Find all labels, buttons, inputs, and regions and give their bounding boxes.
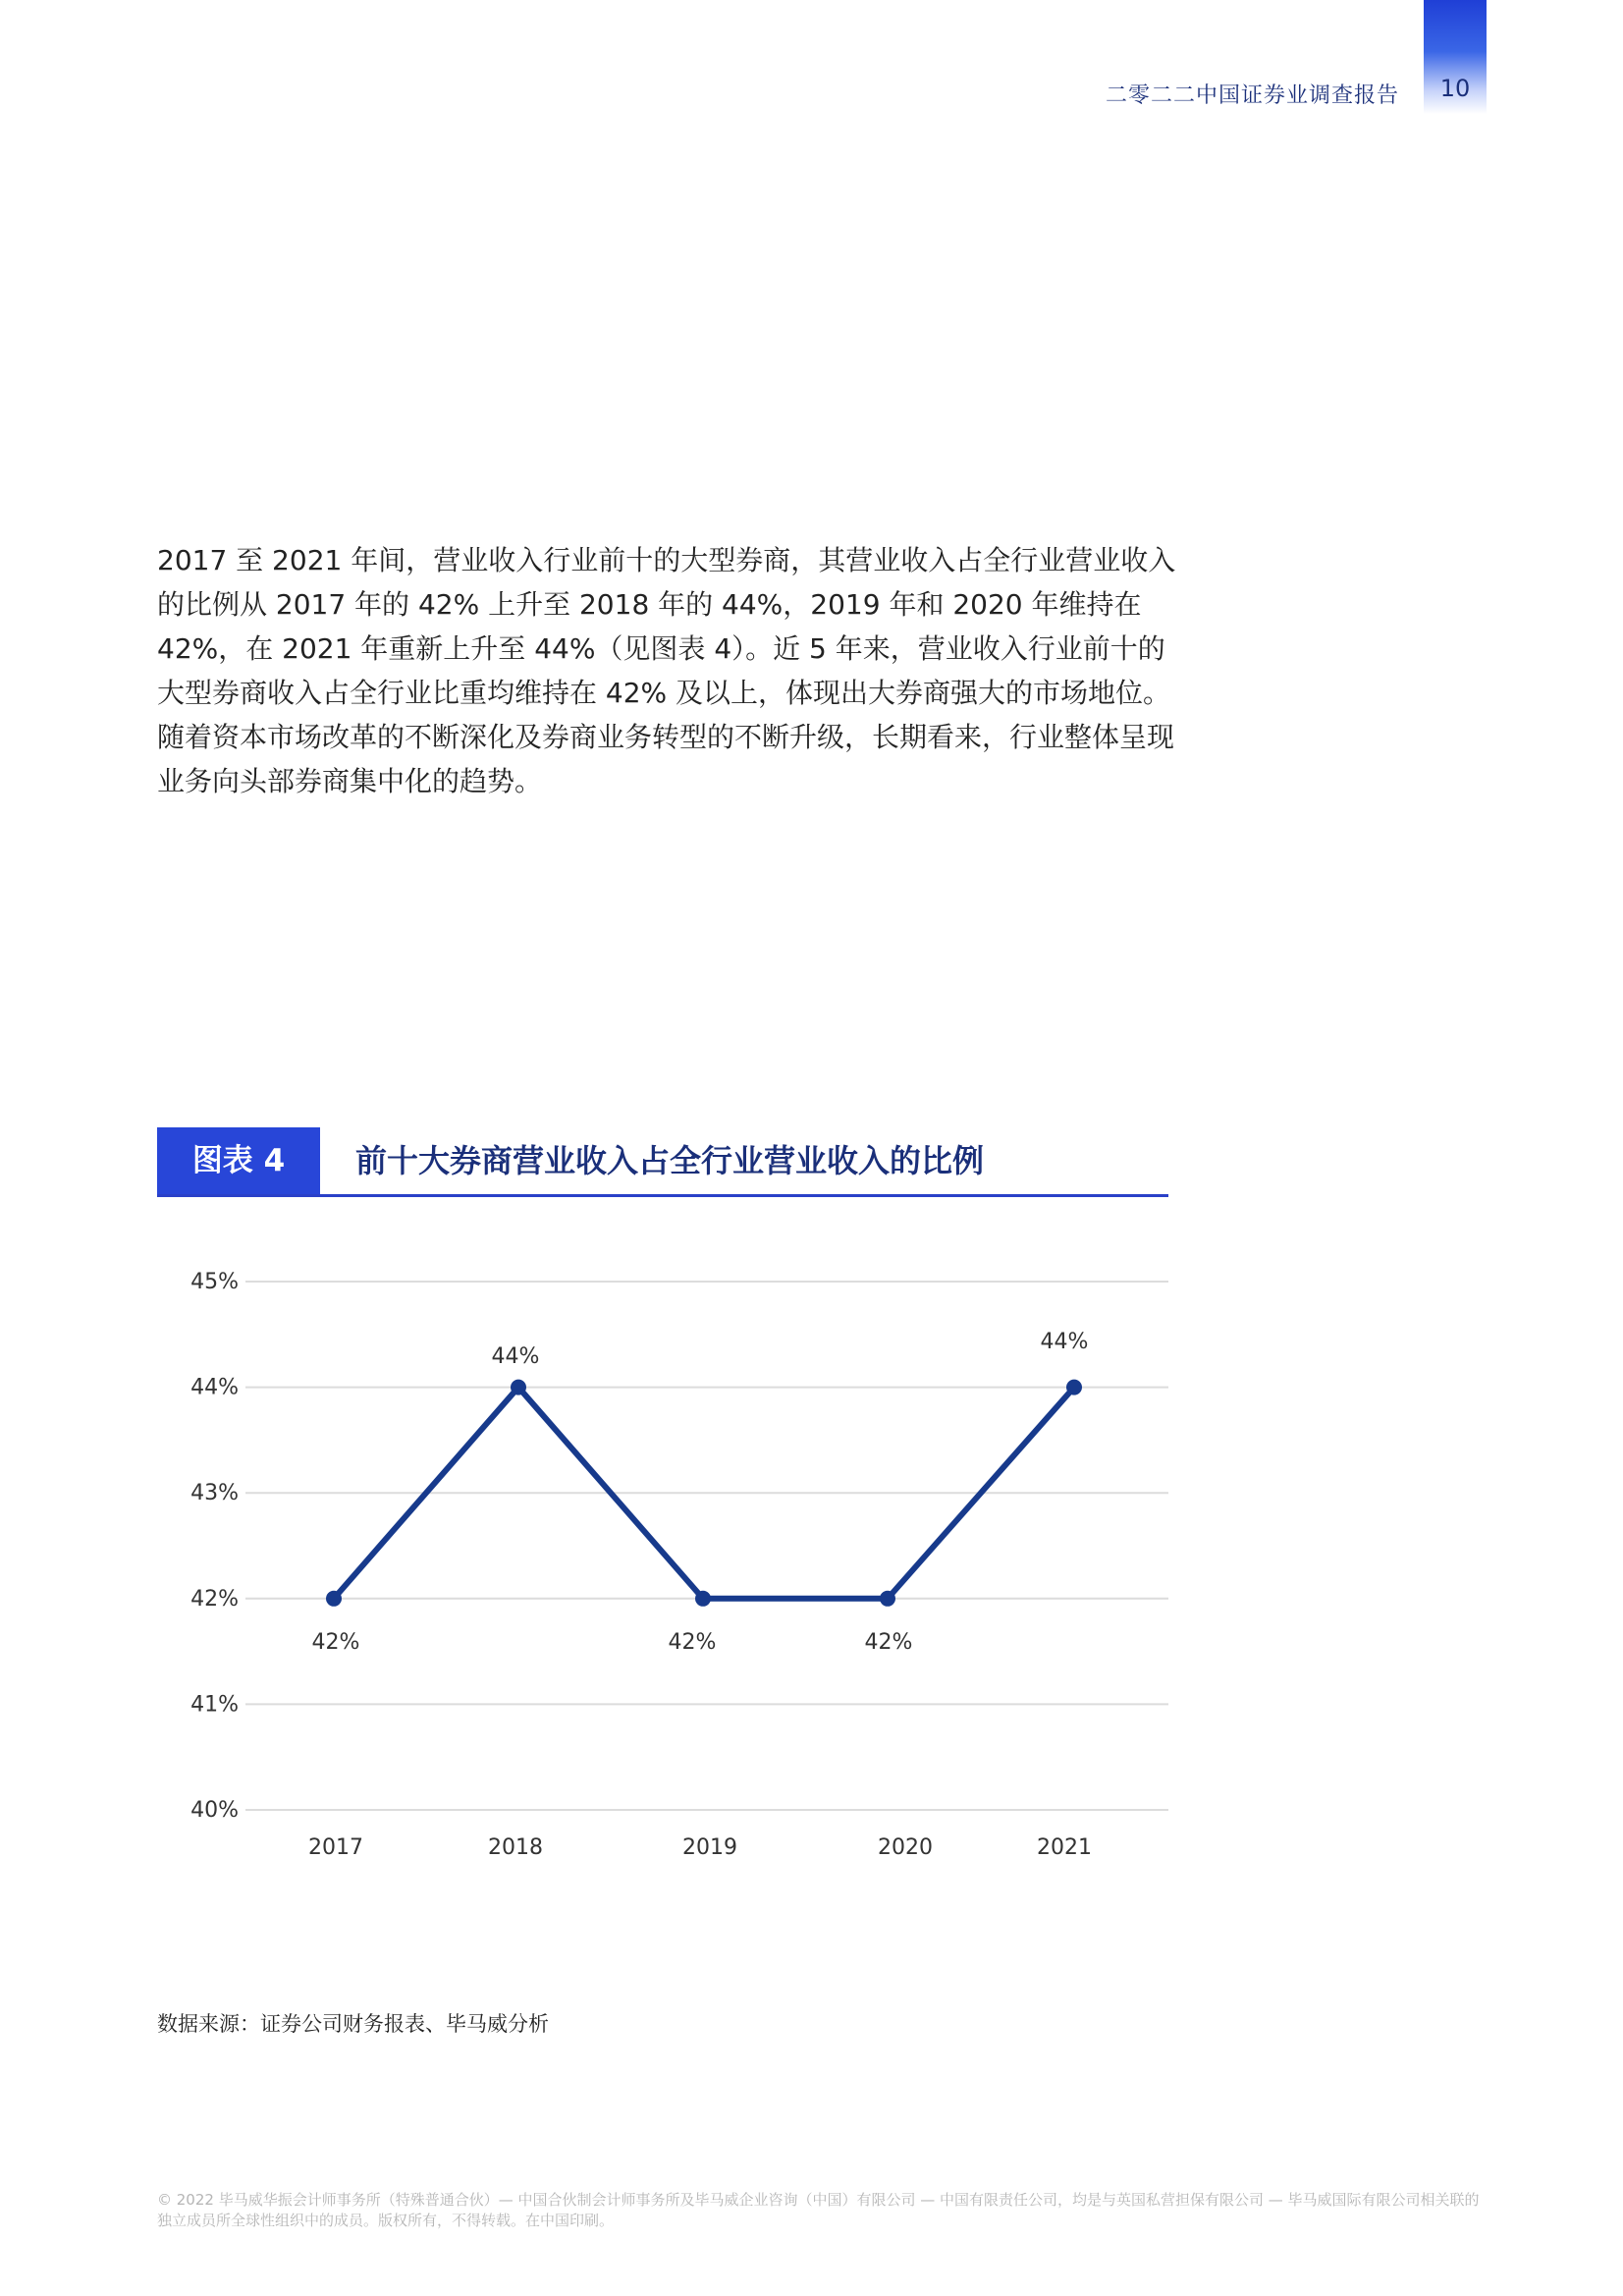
- x-tick-label: 2019: [682, 1835, 737, 1860]
- x-tick-label: 2020: [878, 1835, 933, 1860]
- x-tick-label: 2018: [488, 1835, 543, 1860]
- data-point: [1066, 1380, 1082, 1395]
- x-tick-label: 2021: [1037, 1835, 1092, 1860]
- data-label: 44%: [491, 1344, 540, 1369]
- data-label: 42%: [864, 1630, 913, 1655]
- data-label: 42%: [668, 1630, 717, 1655]
- y-tick-label: 44%: [190, 1375, 239, 1400]
- data-point: [695, 1591, 711, 1607]
- data-point: [511, 1380, 526, 1395]
- x-tick-label: 2017: [308, 1835, 363, 1860]
- y-tick-label: 42%: [190, 1586, 239, 1612]
- figure-label: 图表 4: [157, 1127, 320, 1194]
- y-tick-label: 45%: [190, 1270, 239, 1294]
- y-tick-label: 40%: [190, 1798, 239, 1823]
- y-tick-label: 43%: [190, 1481, 239, 1506]
- data-label: 42%: [311, 1630, 360, 1655]
- y-tick-label: 41%: [190, 1692, 239, 1718]
- figure-title: 前十大券商营业收入占全行业营业收入的比例: [355, 1142, 985, 1179]
- data-source-note: 数据来源：证券公司财务报表、毕马威分析: [157, 2012, 549, 2036]
- data-point: [326, 1591, 342, 1607]
- data-point: [880, 1591, 895, 1607]
- report-title: 二零二二中国证券业调查报告: [1105, 83, 1399, 108]
- data-label: 44%: [1040, 1330, 1089, 1354]
- copyright-footer: © 2022 毕马威华振会计师事务所（特殊普通合伙）— 中国合伙制会计师事务所及毕马威企业咨询（中国）有限公司 — 中国有限责任公司，均是与英国私营担保有限公司 — 毕马威国际有限公司相关联的独立成员所全球性组织中的成员。版权所有，不得转载。在中国印刷。: [157, 2191, 1480, 2229]
- page-number: 10: [1439, 75, 1471, 102]
- body-paragraph: 2017 至 2021 年间，营业收入行业前十的大型券商，其营业收入占全行业营业收入的比例从 2017 年的 42% 上升至 2018 年的 44%，2019 年和 2020 年维持在 42%，在 2021 年重新上升至 44%（见图表 4）。近 5 年来，营业收入行业前十的大型券商收入占全行业比重均维持在 42% 及以上，体现出大券商强大的市场地位。随着资本市场改革的不断深化及券商业务转型的不断升级，长期看来，行业整体呈现业务向头部券商集中化的趋势。: [157, 544, 1176, 797]
